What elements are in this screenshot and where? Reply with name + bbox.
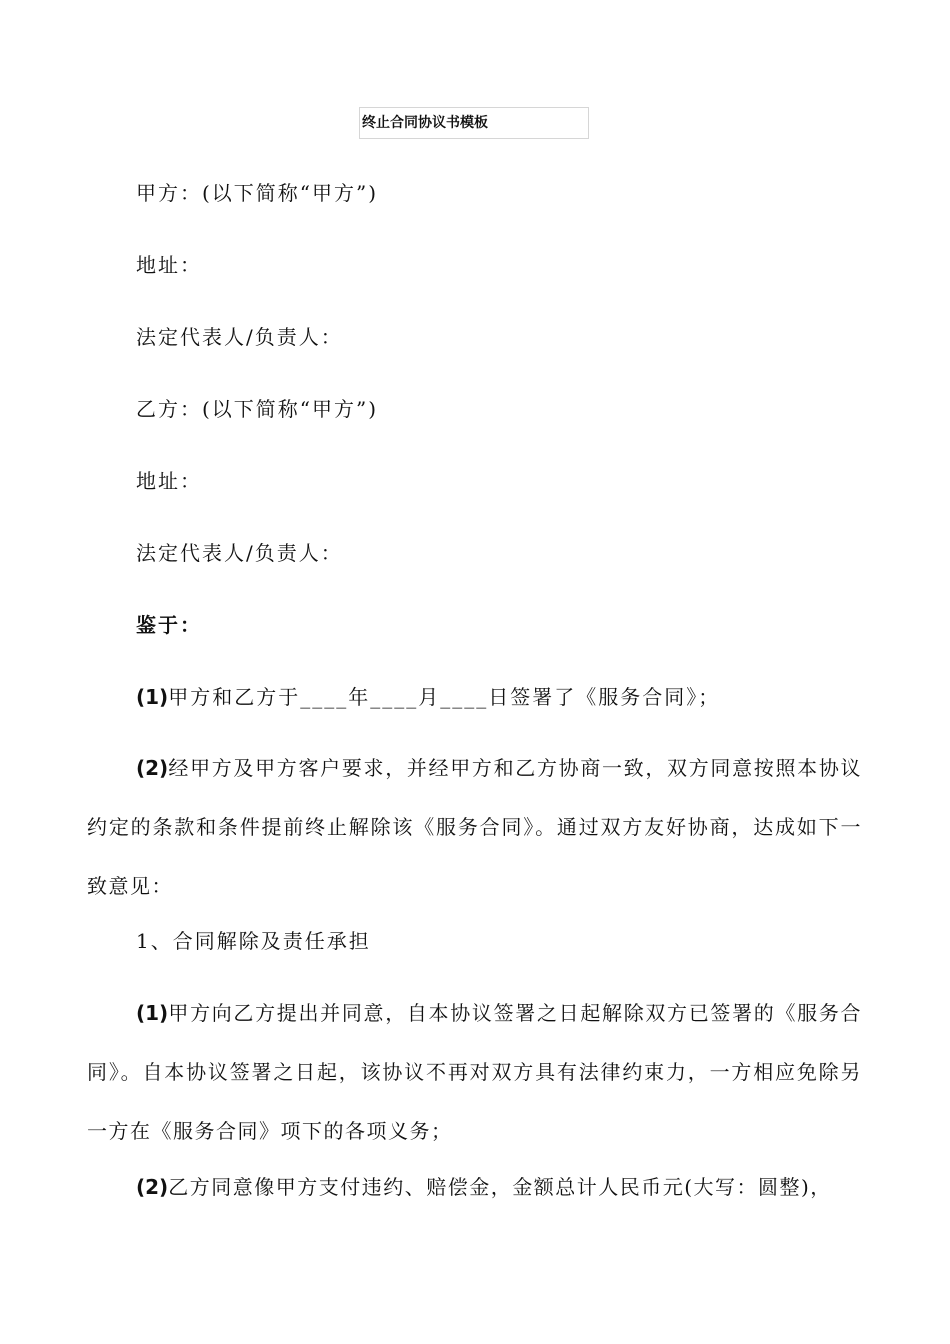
- party-b-representative: 法定代表人/负责人：: [136, 541, 343, 565]
- clause-number: (1): [136, 685, 169, 709]
- clause-text: 甲方向乙方提出并同意，自本协议签署之日起解除双方已签署的《服务合同》。自本协议签署之日起，该协议不再对双方具有法律约束力，一方相应免除另一方在《服务合同》项下的各项义务；: [87, 1001, 862, 1143]
- party-a-address: 地址：: [136, 253, 202, 277]
- clause-text: 经甲方及甲方客户要求，并经甲方和乙方协商一致，双方同意按照本协议约定的条款和条件提前终止解除该《服务合同》。通过双方友好协商，达成如下一致意见：: [87, 756, 862, 898]
- document-title: 终止合同协议书模板: [359, 107, 589, 139]
- clause-text: 甲方和乙方于____年____月____日签署了《服务合同》；: [168, 685, 721, 709]
- party-b-line: 乙方：(以下简称“甲方”): [136, 397, 379, 421]
- whereas-clause-1: [136, 685, 720, 709]
- clause-1-1: [87, 984, 862, 1161]
- clause-1-2: [87, 1158, 862, 1217]
- clause-number: (2): [136, 756, 169, 780]
- clause-text: 乙方同意像甲方支付违约、赔偿金，金额总计人民币元(大写：圆整)，: [168, 1175, 832, 1199]
- party-a-line: 甲方：(以下简称“甲方”): [136, 181, 379, 205]
- party-a-representative: 法定代表人/负责人：: [136, 325, 343, 349]
- whereas-clause-2: [87, 739, 862, 916]
- clause-number: (2): [136, 1175, 169, 1199]
- whereas-heading: 鉴于：: [136, 613, 202, 637]
- party-b-address: 地址：: [136, 469, 202, 493]
- section-1-heading: 1、合同解除及责任承担: [136, 929, 371, 953]
- clause-number: (1): [136, 1001, 169, 1025]
